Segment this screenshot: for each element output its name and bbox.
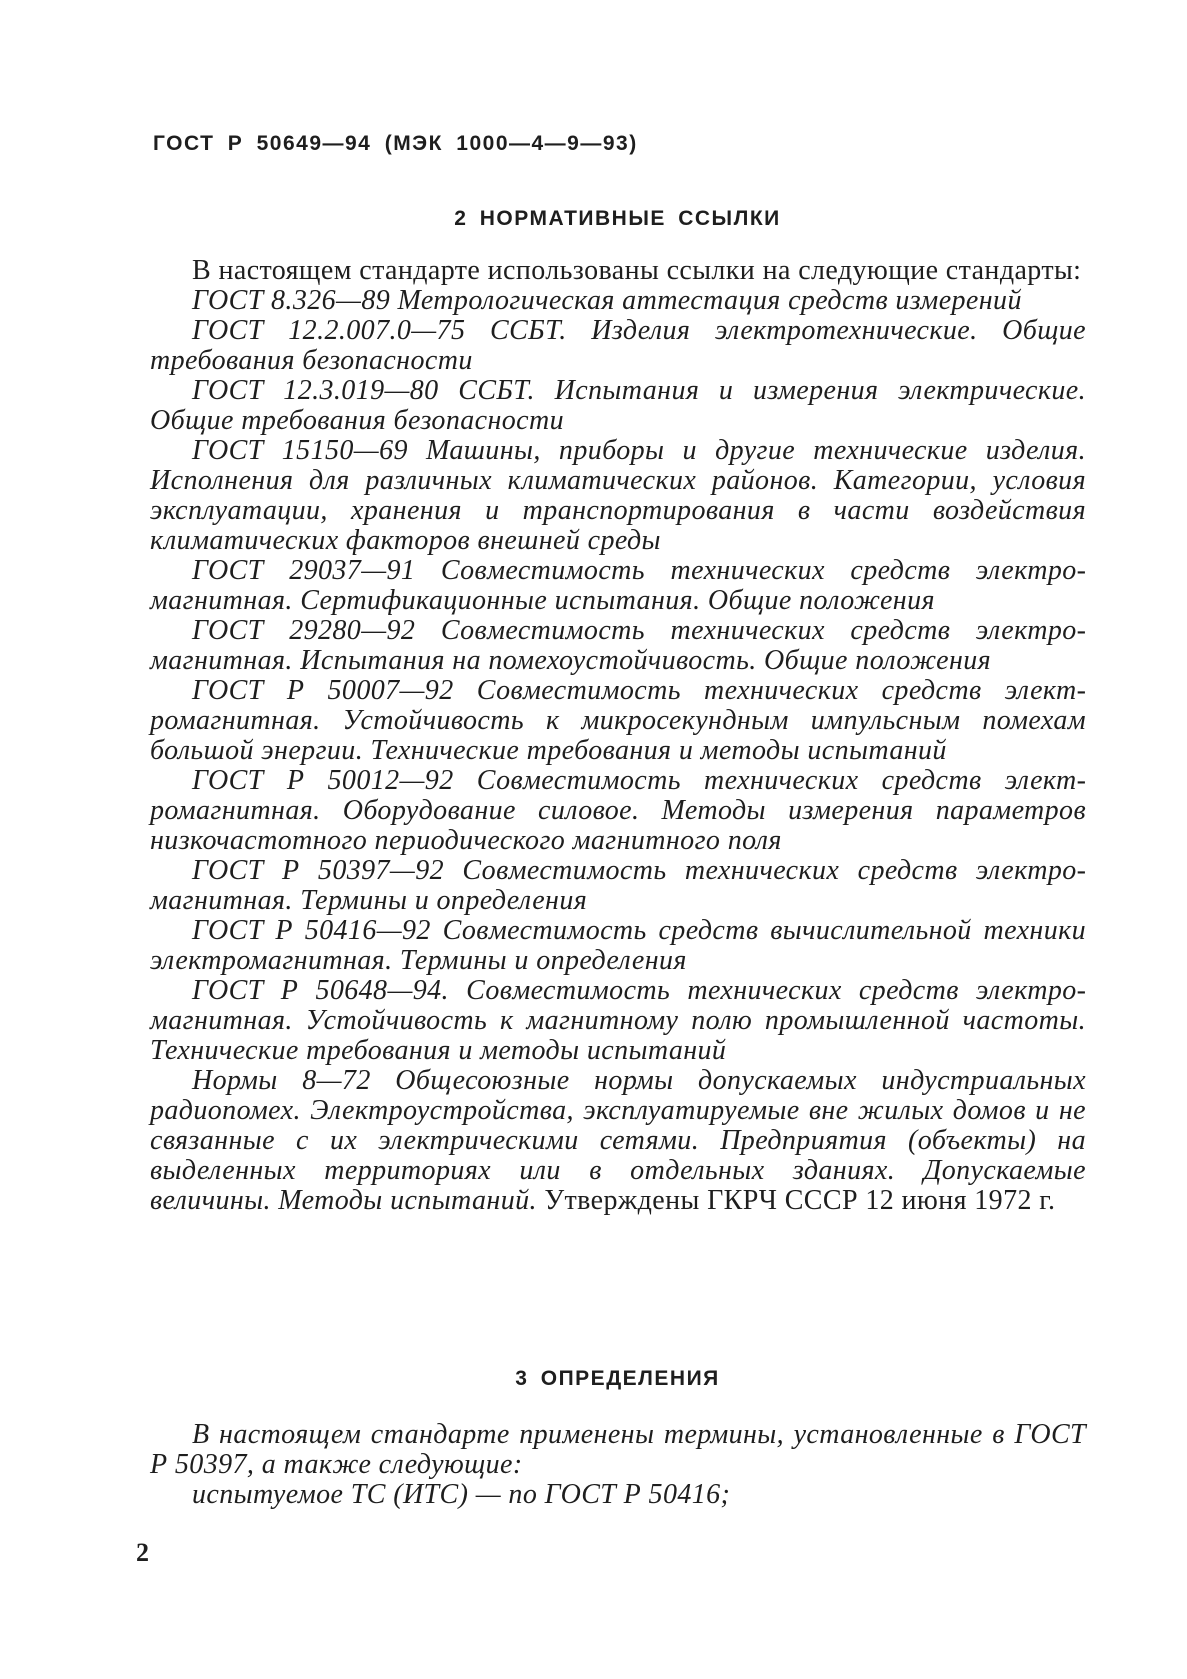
reference-item: ГОСТ 8.326—89 Метрологическая аттестация средств измерений <box>192 285 1022 316</box>
reference-item: ГОСТ 12.2.007.0—75 ССБТ. Изделия электротехнические. Общие требования безопасности <box>150 315 1086 376</box>
definitions-body <box>150 1420 1086 1510</box>
reference-item: ГОСТ Р 50397—92 Совместимость технических средств электромагнитная. Термины и определения <box>150 855 1086 916</box>
reference-item: ГОСТ Р 50007—92 Совместимость технических средств электромагнитная. Устойчивость к микросекундным импульсным помехам большой энергии. Технические требования и методы испытаний <box>150 675 1086 766</box>
reference-item: ГОСТ Р 50648—94. Совместимость технических средств электромагнитная. Устойчивость к магнитному полю промышленной частоты. Технические требования и методы испытаний <box>150 975 1086 1066</box>
document-code-header: ГОСТ Р 50649—94 (МЭК 1000—4—9—93) <box>153 132 638 155</box>
references-intro: В настоящем стандарте использованы ссылки на следующие стандарты: <box>192 255 1082 286</box>
reference-item: ГОСТ 29037—91 Совместимость технических средств электромагнитная. Сертификационные испытания. Общие положения <box>150 555 1086 616</box>
reference-item: ГОСТ 12.3.019—80 ССБТ. Испытания и измерения электрические. Общие требования безопасности <box>150 375 1086 436</box>
normative-references-body <box>150 256 1086 1216</box>
norms-approval-note: Утверждены ГКРЧ СССР 12 июня 1972 г. <box>536 1185 1056 1216</box>
page-number: 2 <box>136 1538 149 1567</box>
definitions-intro: В настоящем стандарте применены термины, установленные в ГОСТ Р 50397, а также следующие: <box>150 1419 1086 1480</box>
section-heading-normative-references: 2 НОРМАТИВНЫЕ ССЫЛКИ <box>454 207 781 230</box>
reference-item: ГОСТ Р 50012—92 Совместимость технических средств электромагнитная. Оборудование силовое. Методы измерения параметров низкочастотного периодического магнитного поля <box>150 765 1086 856</box>
norms-reference-item <box>150 1066 1086 1216</box>
reference-item: ГОСТ 29280—92 Совместимость технических средств электромагнитная. Испытания на помехоустойчивость. Общие положения <box>150 615 1086 676</box>
reference-item: ГОСТ Р 50416—92 Совместимость средств вычислительной техники электромагнитная. Термины и определения <box>150 915 1086 976</box>
definition-term: испытуемое ТС (ИТС) — по ГОСТ Р 50416; <box>192 1479 731 1510</box>
norms-reference-title: Нормы 8—72 Общесоюзные нормы допускаемых индустриальных радиопомех. Электроустройства, эксплуатируемые вне жилых домов и не связанные с их электрическими сетями. Предприятия (объекты) на выделенных территориях или в отдельных зданиях. Допускаемые величины. Методы испытаний. <box>150 1065 1086 1216</box>
reference-item: ГОСТ 15150—69 Машины, приборы и другие технические изделия. Исполнения для различных климатических районов. Категории, условия эксплуатации, хранения и транспортирования в части воздействия климатических факторов внешней среды <box>150 435 1086 556</box>
section-heading-definitions: 3 ОПРЕДЕЛЕНИЯ <box>515 1367 720 1390</box>
